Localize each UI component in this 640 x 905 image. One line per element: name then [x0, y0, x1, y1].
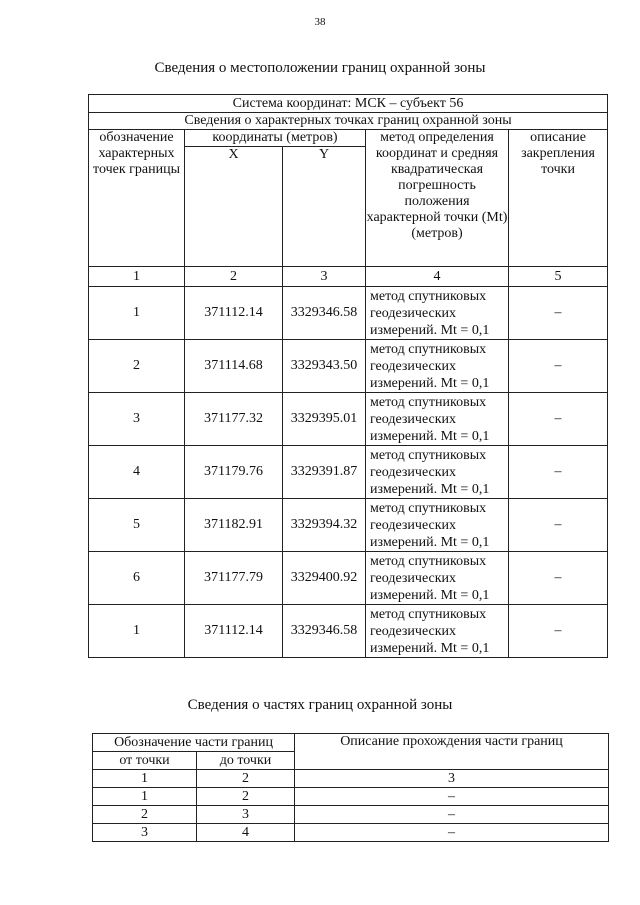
point-designation: 3	[89, 393, 185, 446]
to-point: 2	[197, 788, 295, 806]
y-coordinate: 3329343.50	[283, 340, 366, 393]
y-coordinate: 3329391.87	[283, 446, 366, 499]
y-coordinate: 3329394.32	[283, 499, 366, 552]
to-point: 3	[197, 806, 295, 824]
y-coordinate: 3329395.01	[283, 393, 366, 446]
x-coordinate: 371182.91	[185, 499, 283, 552]
method-description: метод спутниковых геодезических измерений. Mt = 0,1	[366, 393, 509, 446]
table-row	[93, 824, 609, 842]
part-description: –	[295, 824, 609, 842]
coordinate-system-header: Система координат: МСК – субъект 56	[89, 95, 608, 113]
y-coordinate: 3329400.92	[283, 552, 366, 605]
coordinates-table	[88, 94, 608, 658]
column-number: 5	[509, 267, 608, 287]
column-number: 3	[283, 267, 366, 287]
table-row	[93, 806, 609, 824]
x-coordinate: 371179.76	[185, 446, 283, 499]
method-description: метод спутниковых геодезических измерений. Mt = 0,1	[366, 552, 509, 605]
table-row	[89, 287, 608, 340]
table-row	[89, 499, 608, 552]
x-coordinate: 371177.32	[185, 393, 283, 446]
y-coordinate: 3329346.58	[283, 287, 366, 340]
column-number: 4	[366, 267, 509, 287]
fixing-description: –	[509, 340, 608, 393]
part-description: –	[295, 788, 609, 806]
method-description: метод спутниковых геодезических измерений. Mt = 0,1	[366, 499, 509, 552]
point-designation: 1	[89, 287, 185, 340]
x-coordinate: 371114.68	[185, 340, 283, 393]
x-coordinate: 371112.14	[185, 605, 283, 658]
column-header-to: до точки	[197, 752, 295, 770]
column-header-description: Описание прохождения части границ	[295, 734, 609, 770]
column-number: 2	[185, 267, 283, 287]
column-header-from: от точки	[93, 752, 197, 770]
column-number: 2	[197, 770, 295, 788]
method-description: метод спутниковых геодезических измерений. Mt = 0,1	[366, 340, 509, 393]
column-number: 1	[89, 267, 185, 287]
fixing-description: –	[509, 393, 608, 446]
part-description: –	[295, 806, 609, 824]
table-row	[89, 605, 608, 658]
section-title-boundaries: Сведения о местоположении границ охранной зоны	[154, 60, 486, 76]
column-header-fixing: описание закрепления точки	[509, 130, 608, 267]
fixing-description: –	[509, 605, 608, 658]
from-point: 2	[93, 806, 197, 824]
column-header-designation: обозначение характерных точек границы	[89, 130, 185, 267]
table-row	[89, 552, 608, 605]
method-description: метод спутниковых геодезических измерений. Mt = 0,1	[366, 605, 509, 658]
point-designation: 6	[89, 552, 185, 605]
point-designation: 1	[89, 605, 185, 658]
column-header-x: X	[185, 147, 283, 267]
y-coordinate: 3329346.58	[283, 605, 366, 658]
from-point: 3	[93, 824, 197, 842]
characteristic-points-header: Сведения о характерных точках границ охранной зоны	[89, 113, 608, 130]
column-number: 1	[93, 770, 197, 788]
method-description: метод спутниковых геодезических измерений. Mt = 0,1	[366, 446, 509, 499]
column-header-y: Y	[283, 147, 366, 267]
point-designation: 2	[89, 340, 185, 393]
x-coordinate: 371177.79	[185, 552, 283, 605]
point-designation: 5	[89, 499, 185, 552]
fixing-description: –	[509, 499, 608, 552]
fixing-description: –	[509, 287, 608, 340]
x-coordinate: 371112.14	[185, 287, 283, 340]
table-row	[89, 393, 608, 446]
column-header-method: метод определения координат и средняя квадратическая погрешность положения характерной точки (Mt) (метров)	[366, 130, 509, 267]
page-number: 38	[314, 16, 326, 28]
column-number: 3	[295, 770, 609, 788]
boundary-parts-table	[92, 733, 609, 842]
column-header-coordinates: координаты (метров)	[185, 130, 366, 147]
table-row	[93, 788, 609, 806]
table-row	[89, 446, 608, 499]
fixing-description: –	[509, 446, 608, 499]
point-designation: 4	[89, 446, 185, 499]
method-description: метод спутниковых геодезических измерений. Mt = 0,1	[366, 287, 509, 340]
column-header-part-designation: Обозначение части границ	[93, 734, 295, 752]
to-point: 4	[197, 824, 295, 842]
table-row	[89, 340, 608, 393]
section-title-boundary-parts: Сведения о частях границ охранной зоны	[187, 697, 453, 713]
from-point: 1	[93, 788, 197, 806]
fixing-description: –	[509, 552, 608, 605]
